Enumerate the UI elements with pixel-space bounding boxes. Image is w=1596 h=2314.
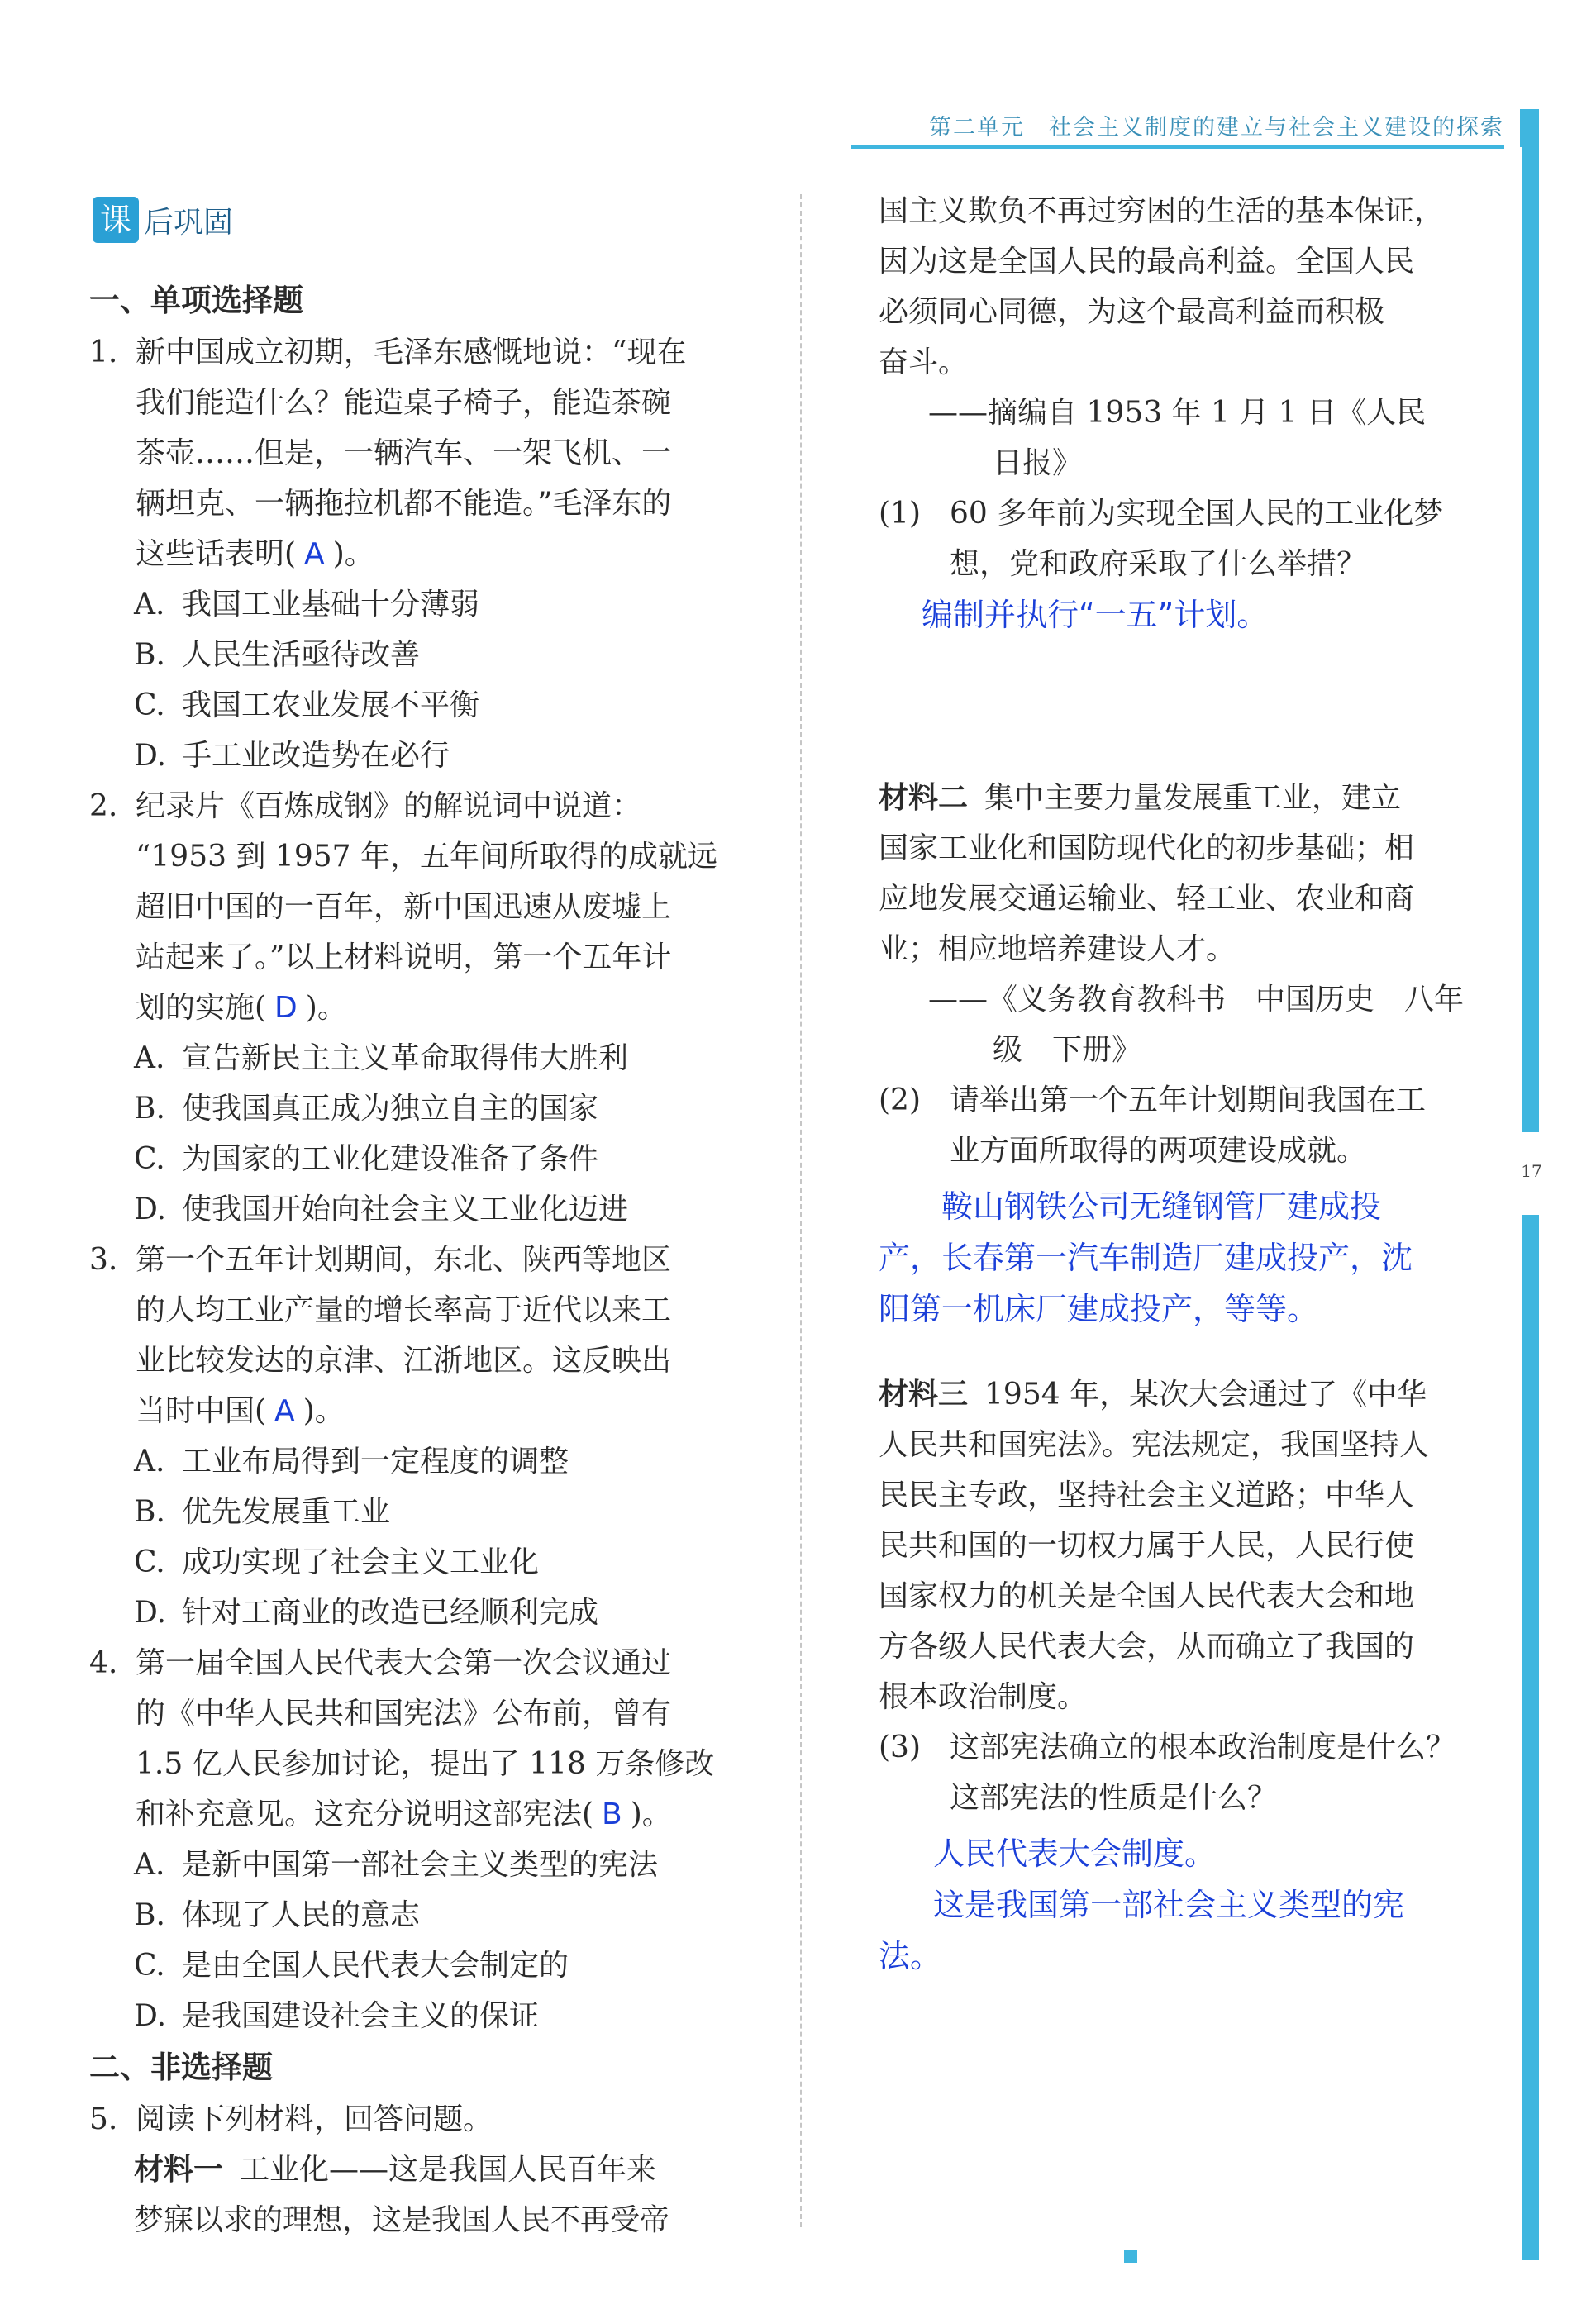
stem-line: 茶壶……但是，一辆汽车、一架飞机、一	[136, 436, 672, 470]
answer-space	[879, 640, 1507, 773]
option-text: 是由全国人民代表大会制定的	[182, 1949, 569, 1983]
option-label: D.	[134, 1999, 167, 2033]
option-text: 手工业改造势在必行	[182, 739, 450, 773]
sub-question-1	[879, 488, 1507, 589]
stem-text: )。	[305, 991, 347, 1025]
stem-line: 的人均工业产量的增长率高于近代以来工	[136, 1293, 672, 1327]
material-line: 必须同心同德，为这个最高利益而积极	[879, 295, 1385, 329]
option	[89, 1890, 767, 1940]
question-number: 3.	[89, 1243, 118, 1277]
material-source: ——《义务教育教科书 中国历史 八年	[928, 983, 1465, 1017]
sub-question-line: 这部宪法确立的根本政治制度是什么？	[950, 1731, 1456, 1764]
material-line: 人民共和国宪法》。宪法规定，我国坚持人	[879, 1428, 1430, 1462]
stem-line: 1.5 亿人民参加讨论，提出了 118 万条修改	[136, 1747, 715, 1781]
material-text: 1954 年，某次大会通过了《中华	[984, 1378, 1427, 1412]
option-label: A.	[134, 588, 165, 621]
option-text: 是我国建设社会主义的保证	[182, 1999, 540, 2033]
stem-line	[136, 529, 767, 579]
question-2	[89, 781, 767, 1033]
material-source: 级 下册》	[993, 1033, 1142, 1067]
option-text: 体现了人民的意志	[182, 1898, 421, 1932]
filled-answer: A	[274, 1394, 295, 1428]
material-line: 根本政治制度。	[879, 1680, 1088, 1714]
option-text: 工业布局得到一定程度的调整	[182, 1445, 569, 1478]
right-column	[879, 186, 1507, 1982]
material-source: 日报》	[993, 446, 1083, 480]
stem-line: 新中国成立初期，毛泽东感慨地说：“现在	[136, 336, 687, 369]
option	[89, 1588, 767, 1638]
option-text: 使我国真正成为独立自主的国家	[182, 1092, 599, 1126]
option-label: B.	[134, 1092, 165, 1126]
material-line: 国家权力的机关是全国人民代表大会和地	[879, 1579, 1415, 1613]
option-text: 是新中国第一部社会主义类型的宪法	[182, 1848, 659, 1882]
handwritten-answer: 鞍山钢铁公司无缝钢管厂建成投	[941, 1188, 1382, 1225]
material-text: 工业化——这是我国人民百年来	[240, 2153, 657, 2187]
stem-line: 第一届全国人民代表大会第一次会议通过	[136, 1646, 672, 1680]
option	[89, 680, 767, 731]
option-text: 人民生活亟待改善	[182, 638, 421, 672]
stem-line: 的《中华人民共和国宪法》公布前，曾有	[136, 1697, 672, 1731]
handwritten-answer: 产，长春第一汽车制造厂建成投产，沈	[879, 1240, 1413, 1276]
option-text: 使我国开始向社会主义工业化迈进	[182, 1193, 629, 1226]
material-line: 梦寐以求的理想，这是我国人民不再受帝	[134, 2203, 670, 2237]
corner-marker	[1124, 2250, 1137, 2263]
material-source: ——摘编自 1953 年 1 月 1 日《人民	[928, 396, 1427, 430]
handwritten-answer: 这是我国第一部社会主义类型的宪	[933, 1887, 1405, 1923]
option	[89, 1436, 767, 1487]
option	[89, 731, 767, 781]
option	[89, 1840, 767, 1890]
option-label: C.	[134, 1949, 165, 1983]
handwritten-answer: 法。	[879, 1938, 942, 1974]
margin-bar-top	[1522, 109, 1539, 1132]
material-heading: 材料三	[879, 1378, 969, 1412]
option-text: 成功实现了社会主义工业化	[182, 1545, 540, 1579]
option-label: C.	[134, 688, 165, 722]
material-1	[89, 2145, 767, 2245]
sub-question-line: 想，党和政府采取了什么举措？	[950, 547, 1367, 581]
option-text: 优先发展重工业	[182, 1495, 391, 1529]
material-line: 民共和国的一切权力属于人民，人民行使	[879, 1529, 1415, 1563]
handwritten-answer: 编制并执行“一五”计划。	[922, 597, 1269, 633]
sub-question-line: 业方面所取得的两项建设成就。	[950, 1134, 1367, 1168]
section-title-single-choice: 一、单项选择题	[89, 283, 303, 318]
material-line: 因为这是全国人民的最高利益。全国人民	[879, 245, 1415, 279]
material-line: 应地发展交通运输业、轻工业、农业和商	[879, 882, 1415, 916]
option-label: B.	[134, 1495, 165, 1529]
stem-text: 划的实施(	[136, 991, 267, 1025]
option-label: C.	[134, 1545, 165, 1579]
option-label: B.	[134, 638, 165, 672]
stem-text: )。	[630, 1797, 672, 1831]
material-heading: 材料二	[879, 781, 969, 815]
stem-line: 辆坦克、一辆拖拉机都不能造。”毛泽东的	[136, 487, 672, 521]
material-line	[879, 1369, 1507, 1420]
stem-line: “1953 到 1957 年，五年间所取得的成就远	[136, 840, 717, 874]
option-label: A.	[134, 1848, 165, 1882]
stem-text: )。	[303, 1394, 345, 1428]
material-line	[879, 773, 1507, 823]
material-2	[879, 773, 1507, 1075]
question-number: 5.	[89, 2102, 118, 2136]
option	[89, 579, 767, 630]
filled-answer: D	[274, 991, 298, 1025]
sub-question-line: 请举出第一个五年计划期间我国在工	[950, 1083, 1427, 1117]
question-1	[89, 327, 767, 579]
left-column	[89, 274, 767, 2245]
option-text: 我国工农业发展不平衡	[182, 688, 480, 722]
material-line: 业；相应地培养建设人才。	[879, 932, 1236, 966]
question-number: 4.	[89, 1646, 118, 1680]
section-logo	[93, 197, 233, 246]
option-label: D.	[134, 1596, 167, 1630]
option	[89, 1184, 767, 1235]
unit-header: 第二单元 社会主义制度的建立与社会主义建设的探索	[929, 115, 1504, 140]
option	[89, 1991, 767, 2041]
stem-text: )。	[332, 537, 374, 571]
ke-icon: 课	[93, 197, 139, 243]
stem-line: 站起来了。”以上材料说明，第一个五年计	[136, 940, 672, 974]
material-line: 方各级人民代表大会，从而确立了我国的	[879, 1630, 1415, 1664]
stem-text: 这些话表明(	[136, 537, 297, 571]
column-divider	[800, 194, 802, 2227]
option	[89, 1083, 767, 1134]
question-5	[89, 2094, 767, 2145]
option-text: 宣告新民主主义革命取得伟大胜利	[182, 1041, 629, 1075]
material-line: 国家工业化和国防现代化的初步基础；相	[879, 831, 1415, 865]
option-label: D.	[134, 739, 167, 773]
option-text: 为国家的工业化建设准备了条件	[182, 1142, 599, 1176]
option-label: A.	[134, 1041, 165, 1075]
material-3	[879, 1369, 1507, 1722]
option-label: A.	[134, 1445, 165, 1478]
option	[89, 1134, 767, 1184]
question-number: 2.	[89, 789, 118, 823]
stem-line: 第一个五年计划期间，东北、陕西等地区	[136, 1243, 672, 1277]
handwritten-answer-block	[879, 1181, 1507, 1335]
handwritten-answer-block	[879, 1828, 1507, 1982]
option-label: D.	[134, 1193, 167, 1226]
stem-text: 当时中国(	[136, 1394, 267, 1428]
option	[89, 1537, 767, 1588]
stem-line	[136, 1386, 767, 1436]
filled-answer: A	[304, 537, 325, 571]
stem-line: 纪录片《百炼成钢》的解说词中说道：	[136, 789, 642, 823]
option	[89, 1487, 767, 1537]
option-text: 针对工商业的改造已经顺利完成	[182, 1596, 599, 1630]
sub-question-number: (2)	[879, 1083, 921, 1117]
option	[89, 1033, 767, 1083]
material-line: 奋斗。	[879, 345, 969, 379]
option-label: C.	[134, 1142, 165, 1176]
stem-line: 我们能造什么？能造桌子椅子，能造茶碗	[136, 386, 672, 420]
handwritten-answer: 人民代表大会制度。	[933, 1835, 1217, 1872]
stem-line: 业比较发达的京津、江浙地区。这反映出	[136, 1344, 672, 1378]
page-number: 17	[1521, 1161, 1542, 1181]
sub-question-2	[879, 1075, 1507, 1176]
option-label: B.	[134, 1898, 165, 1932]
sub-question-3	[879, 1722, 1507, 1823]
option	[89, 1940, 767, 1991]
question-4	[89, 1638, 767, 1840]
material-line: 国主义欺负不再过穷困的生活的基本保证，	[879, 194, 1445, 228]
section-title-non-choice: 二、非选择题	[89, 2050, 273, 2085]
option	[89, 630, 767, 680]
stem-line: 超旧中国的一百年，新中国迅速从废墟上	[136, 890, 672, 924]
question-3	[89, 1235, 767, 1436]
material-heading: 材料一	[134, 2153, 224, 2187]
sub-question-line: 这部宪法的性质是什么？	[950, 1781, 1278, 1815]
logo-text: 后巩固	[144, 205, 234, 240]
material-text: 集中主要力量发展重工业，建立	[984, 781, 1402, 815]
option-text: 我国工业基础十分薄弱	[182, 588, 480, 621]
stem-text: 和补充意见。这充分说明这部宪法(	[136, 1797, 594, 1831]
filled-answer: B	[602, 1797, 622, 1831]
sub-question-number: (3)	[879, 1731, 921, 1764]
header-rule	[851, 145, 1504, 149]
sub-question-line: 60 多年前为实现全国人民的工业化梦	[950, 497, 1444, 531]
answer-space	[879, 1335, 1507, 1369]
handwritten-answer: 阳第一机床厂建成投产，等等。	[879, 1291, 1319, 1327]
margin-bar-bottom	[1522, 1215, 1539, 2260]
sub-question-number: (1)	[879, 497, 921, 531]
question-number: 1.	[89, 336, 118, 369]
stem-line: 阅读下列材料，回答问题。	[136, 2102, 493, 2136]
stem-line	[136, 1789, 767, 1840]
stem-line	[136, 983, 767, 1033]
material-line	[134, 2145, 767, 2195]
material-line: 民民主专政，坚持社会主义道路；中华人	[879, 1478, 1415, 1512]
